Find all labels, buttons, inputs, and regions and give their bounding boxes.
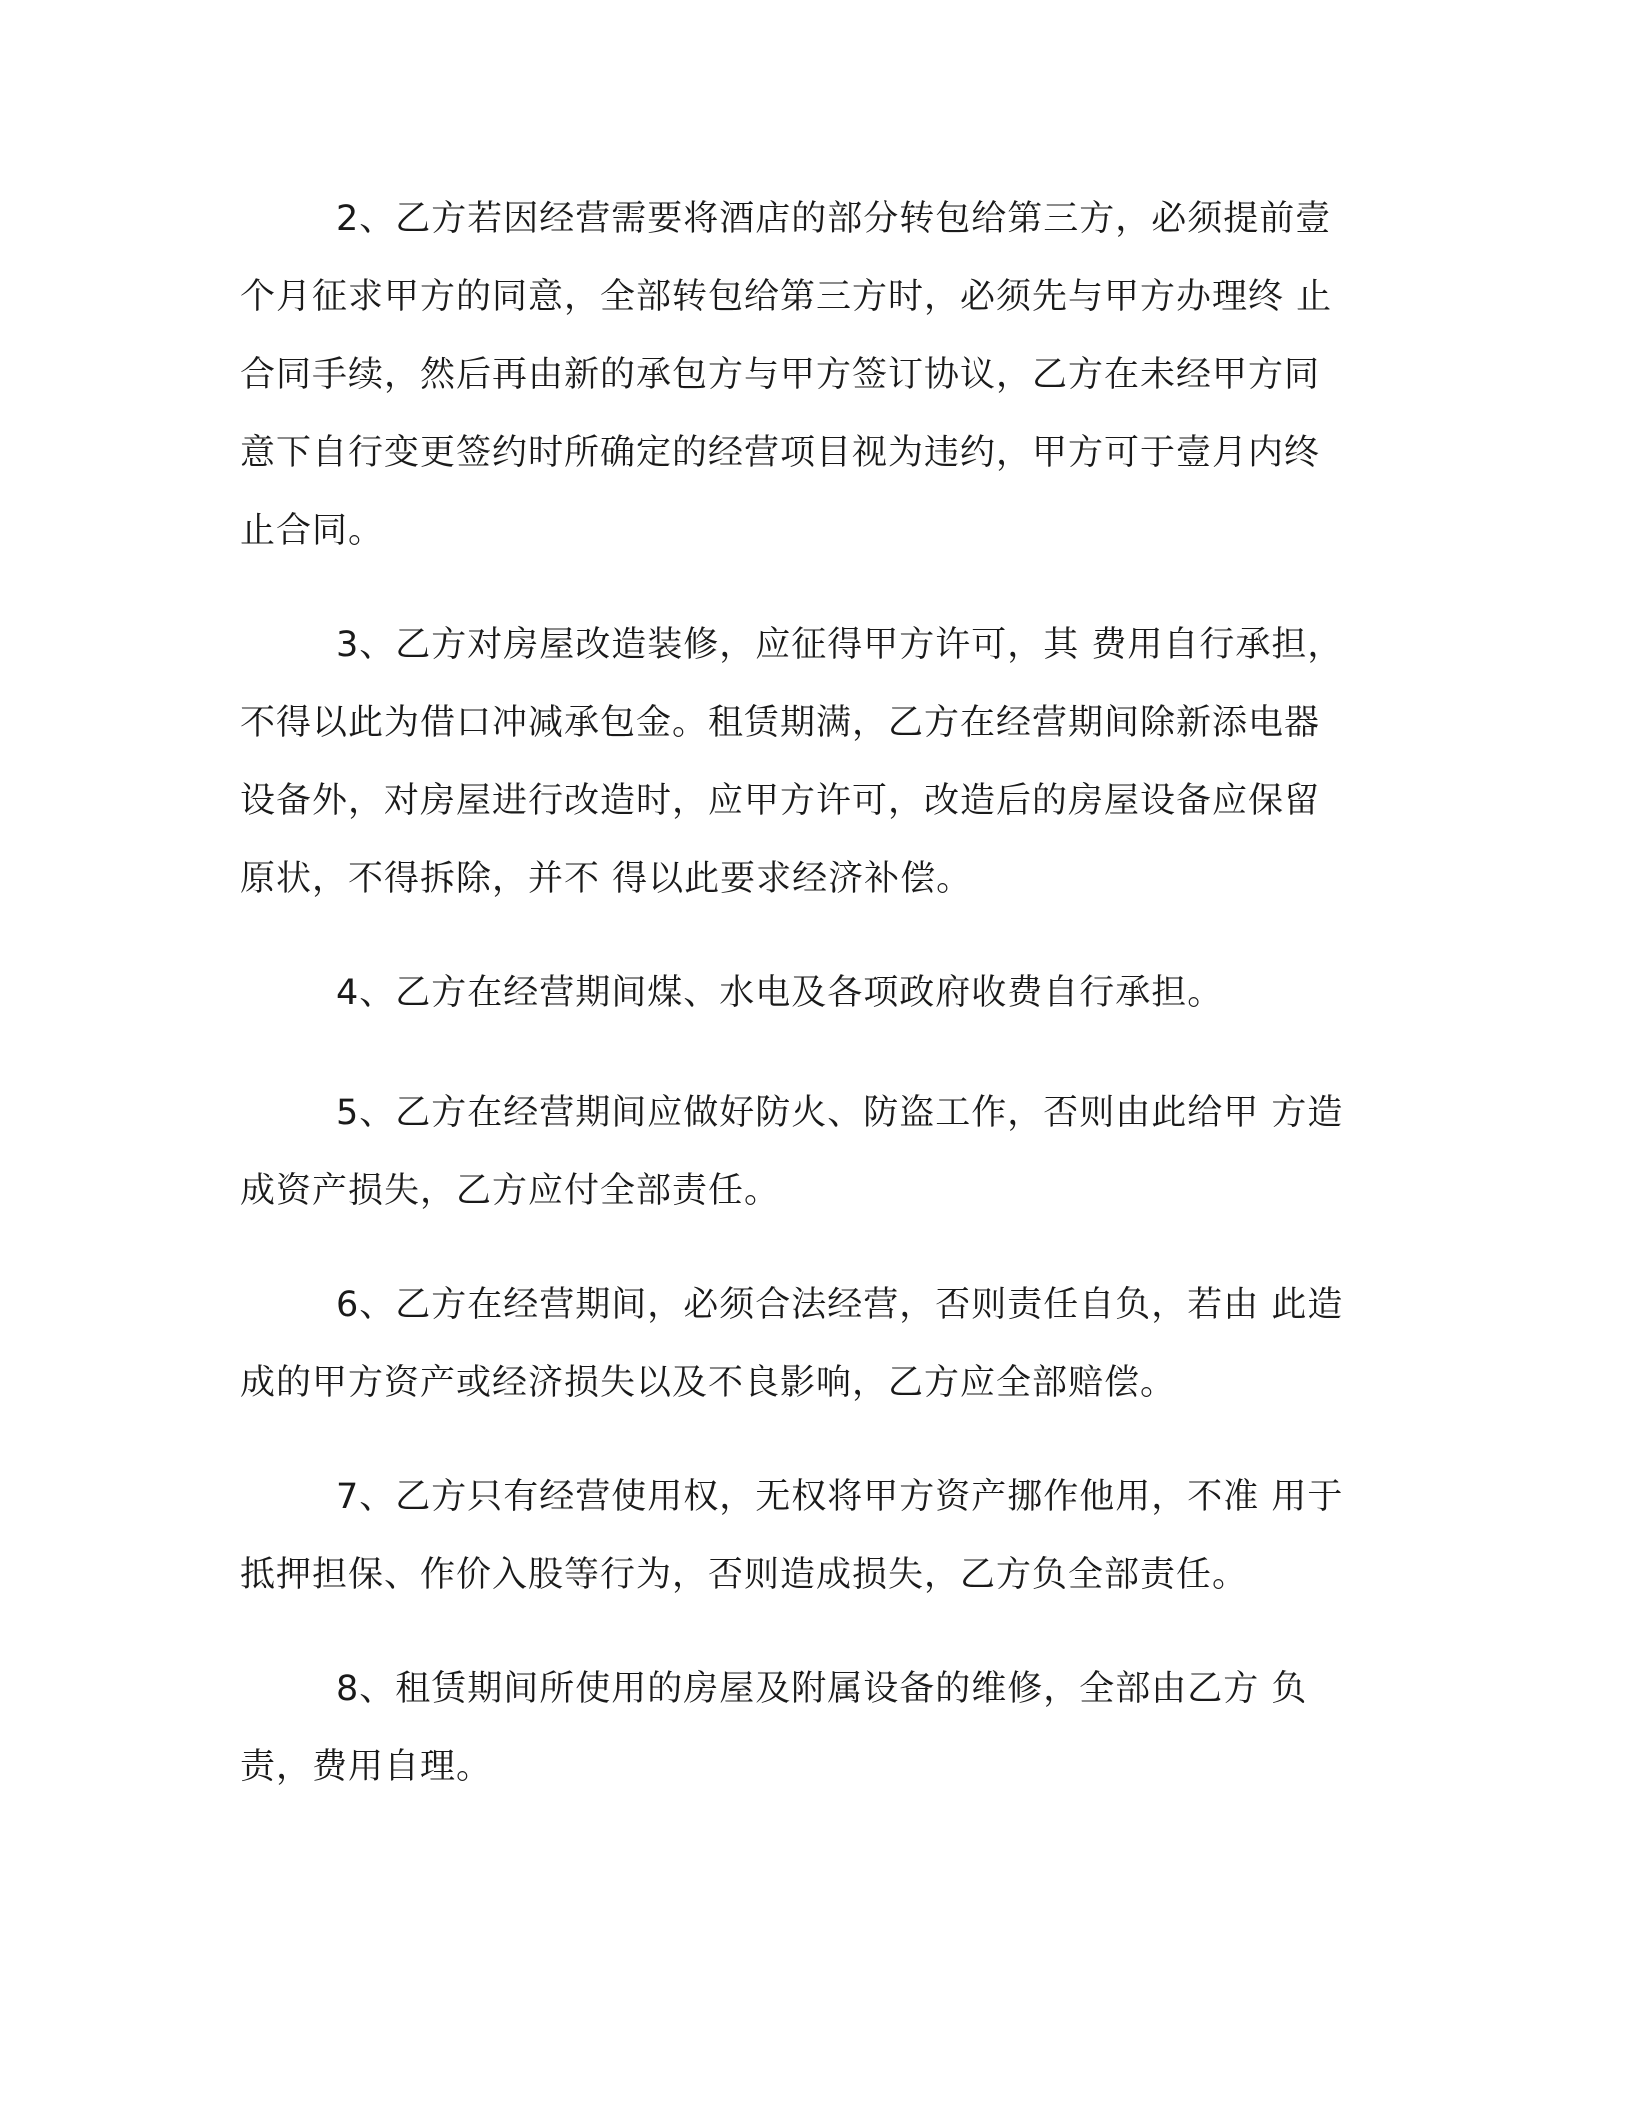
clause-7-line-1: 7、乙方只有经营使用权，无权将甲方资产挪作他用，不准 用于 xyxy=(336,1477,1344,1517)
clause-3-line-4: 原状，不得拆除，并不 得以此要求经济补偿。 xyxy=(240,859,973,899)
clause-5 xyxy=(240,1074,1370,1230)
clause-6-line-2: 成的甲方资产或经济损失以及不良影响，乙方应全部赔偿。 xyxy=(240,1363,1177,1403)
clause-6 xyxy=(240,1266,1370,1422)
clause-4 xyxy=(240,954,1370,1032)
clause-3-line-3: 设备外，对房屋进行改造时，应甲方许可，改造后的房屋设备应保留 xyxy=(240,781,1321,821)
clause-2-line-4: 意下自行变更签约时所确定的经营项目视为违约，甲方可于壹月内终 xyxy=(240,433,1321,473)
clause-8 xyxy=(240,1650,1370,1806)
clause-8-line-1: 8、租赁期间所使用的房屋及附属设备的维修，全部由乙方 负 xyxy=(336,1669,1308,1709)
clause-4-line-1: 4、乙方在经营期间煤、水电及各项政府收费自行承担。 xyxy=(336,973,1224,1013)
clause-2-line-2: 个月征求甲方的同意，全部转包给第三方时，必须先与甲方办理终 止 xyxy=(240,277,1333,317)
clause-2-line-5: 止合同。 xyxy=(240,511,385,551)
clause-3-line-1: 3、乙方对房屋改造装修，应征得甲方许可，其 费用自行承担， xyxy=(336,625,1344,665)
clause-5-line-2: 成资产损失，乙方应付全部责任。 xyxy=(240,1171,781,1211)
clause-8-line-2: 责，费用自理。 xyxy=(240,1747,493,1787)
clause-2-line-1: 2、乙方若因经营需要将酒店的部分转包给第三方，必须提前壹 xyxy=(336,199,1332,239)
document-body xyxy=(240,180,1370,1806)
clause-6-line-1: 6、乙方在经营期间，必须合法经营，否则责任自负，若由 此造 xyxy=(336,1285,1344,1325)
clause-5-line-1: 5、乙方在经营期间应做好防火、防盗工作，否则由此给甲 方造 xyxy=(336,1093,1344,1133)
clause-3-line-2: 不得以此为借口冲减承包金。租赁期满，乙方在经营期间除新添电器 xyxy=(240,703,1321,743)
clause-2-line-3: 合同手续，然后再由新的承包方与甲方签订协议，乙方在未经甲方同 xyxy=(240,355,1321,395)
clause-2 xyxy=(240,180,1370,570)
clause-7-line-2: 抵押担保、作价入股等行为，否则造成损失，乙方负全部责任。 xyxy=(240,1555,1249,1595)
clause-3 xyxy=(240,606,1370,918)
clause-7 xyxy=(240,1458,1370,1614)
